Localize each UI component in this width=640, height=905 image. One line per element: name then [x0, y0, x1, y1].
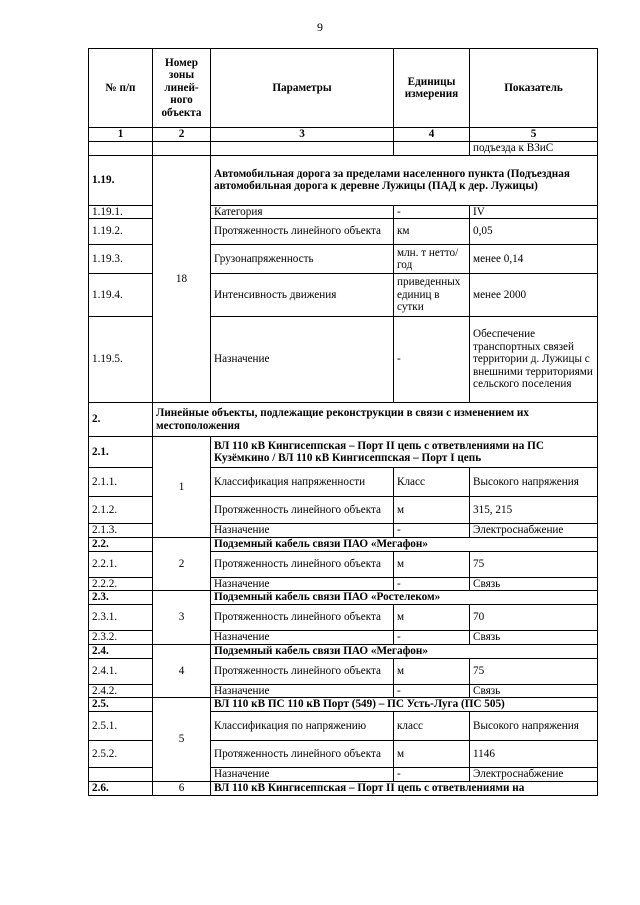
row-unit: класс	[394, 712, 470, 741]
section-number: 2.5.	[89, 698, 153, 712]
row-value: менее 2000	[470, 274, 598, 317]
zone-number: 2	[153, 537, 211, 591]
row-unit: км	[394, 219, 470, 245]
section-title: Подземный кабель связи ПАО «Мегафон»	[211, 644, 598, 658]
row-param: Протяженность линейного объекта	[211, 551, 394, 577]
zone-number: 5	[153, 698, 211, 782]
row-unit: -	[394, 631, 470, 645]
row-number: 2.5.2.	[89, 741, 153, 768]
row-value: Связь	[470, 684, 598, 698]
row-param: Категория	[211, 205, 394, 219]
carry-over-text: подъезда к ВЗиС	[470, 142, 598, 156]
row-unit: м	[394, 605, 470, 631]
row-value: 75	[470, 551, 598, 577]
row-unit: м	[394, 658, 470, 684]
row-unit: м	[394, 497, 470, 524]
row-unit: млн. т нетто/год	[394, 245, 470, 274]
section-row	[89, 591, 598, 605]
row-number: 2.4.2.	[89, 684, 153, 698]
section-title: ВЛ 110 кВ Кингисеппская – Порт II цепь с ответвлениями на	[211, 781, 598, 795]
row-value: Электроснабжение	[470, 768, 598, 782]
row-number: 1.19.3.	[89, 245, 153, 274]
row-param: Классификация по напряжению	[211, 712, 394, 741]
row-unit: приведенных единиц в сутки	[394, 274, 470, 317]
row-number: 1.19.1.	[89, 205, 153, 219]
section-row	[89, 403, 598, 437]
section-row	[89, 781, 598, 795]
row-value: 1146	[470, 741, 598, 768]
section-row	[89, 437, 598, 468]
row-param: Протяженность линейного объекта	[211, 219, 394, 245]
section-row	[89, 644, 598, 658]
header-zone: Номер зоны линей-ного объекта	[153, 49, 211, 128]
col-number: 2	[153, 128, 211, 142]
row-number: 1.19.2.	[89, 219, 153, 245]
header-units: Единицы измерения	[394, 49, 470, 128]
row-param: Протяженность линейного объекта	[211, 497, 394, 524]
row-unit: м	[394, 741, 470, 768]
row-param: Назначение	[211, 684, 394, 698]
row-number: 2.4.1.	[89, 658, 153, 684]
row-value: 75	[470, 658, 598, 684]
col-number: 5	[470, 128, 598, 142]
col-number: 4	[394, 128, 470, 142]
section-title: Автомобильная дорога за пределами населенного пункта (Подъездная автомобильная дорога к деревне Лужицы (ПАД к дер. Лужицы)	[211, 155, 598, 205]
row-value: 0,05	[470, 219, 598, 245]
section-title: ВЛ 110 кВ ПС 110 кВ Порт (549) – ПС Усть-Луга (ПС 505)	[211, 698, 598, 712]
row-number: 2.1.3.	[89, 524, 153, 538]
row-unit: -	[394, 317, 470, 403]
row-unit: -	[394, 768, 470, 782]
row-unit: м	[394, 551, 470, 577]
row-param: Назначение	[211, 768, 394, 782]
row-value: Высокого напряжения	[470, 712, 598, 741]
section-row	[89, 537, 598, 551]
row-param: Назначение	[211, 317, 394, 403]
section-row	[89, 698, 598, 712]
row-number: 2.5.1.	[89, 712, 153, 741]
col-number: 3	[211, 128, 394, 142]
section-title: ВЛ 110 кВ Кингисеппская – Порт II цепь с ответвлениями на ПС Кузёмкино / ВЛ 110 кВ Кингисеппская – Порт I цепь	[211, 437, 598, 468]
row-param: Протяженность линейного объекта	[211, 658, 394, 684]
row-param: Протяженность линейного объекта	[211, 741, 394, 768]
header-value: Показатель	[470, 49, 598, 128]
row-value: Связь	[470, 631, 598, 645]
row-number: 2.2.2.	[89, 577, 153, 591]
row-number: 2.1.1.	[89, 468, 153, 497]
row-value: менее 0,14	[470, 245, 598, 274]
zone-number: 18	[153, 155, 211, 403]
row-number: 2.3.1.	[89, 605, 153, 631]
row-value: 315, 215	[470, 497, 598, 524]
page-number: 9	[317, 20, 323, 34]
row-param: Назначение	[211, 577, 394, 591]
row-value: IV	[470, 205, 598, 219]
parameters-table	[88, 48, 598, 796]
row-value: 70	[470, 605, 598, 631]
row-param: Грузонапряженность	[211, 245, 394, 274]
row-param: Интенсивность движения	[211, 274, 394, 317]
zone-number: 6	[153, 781, 211, 795]
section-number: 2.6.	[89, 781, 153, 795]
section-row	[89, 155, 598, 205]
row-number: 2.1.2.	[89, 497, 153, 524]
row-value: Связь	[470, 577, 598, 591]
row-number: 1.19.5.	[89, 317, 153, 403]
zone-number: 4	[153, 644, 211, 698]
section-title: Подземный кабель связи ПАО «Мегафон»	[211, 537, 598, 551]
row-unit: -	[394, 205, 470, 219]
row-param: Протяженность линейного объекта	[211, 605, 394, 631]
section-number: 2.2.	[89, 537, 153, 551]
zone-number: 3	[153, 591, 211, 645]
header-row	[89, 49, 598, 128]
row-unit: -	[394, 577, 470, 591]
row-number	[89, 768, 153, 782]
row-unit: -	[394, 524, 470, 538]
section-number: 2.	[89, 403, 153, 437]
row-value: Электроснабжение	[470, 524, 598, 538]
section-number: 2.3.	[89, 591, 153, 605]
row-param: Назначение	[211, 631, 394, 645]
row-value: Высокого напряжения	[470, 468, 598, 497]
section-number: 2.4.	[89, 644, 153, 658]
row-number: 2.2.1.	[89, 551, 153, 577]
row-unit: -	[394, 684, 470, 698]
row-param: Классификация напряженности	[211, 468, 394, 497]
section-title: Линейные объекты, подлежащие реконструкции в связи с изменением их местоположения	[153, 403, 598, 437]
section-number: 2.1.	[89, 437, 153, 468]
col-number: 1	[89, 128, 153, 142]
zone-number: 1	[153, 437, 211, 538]
section-title: Подземный кабель связи ПАО «Ростелеком»	[211, 591, 598, 605]
row-number: 1.19.4.	[89, 274, 153, 317]
table-row	[89, 142, 598, 156]
row-value: Обеспечение транспортных связей территории д. Лужицы с внешними территориями сельского поселения	[470, 317, 598, 403]
row-unit: Класс	[394, 468, 470, 497]
row-number: 2.3.2.	[89, 631, 153, 645]
header-params: Параметры	[211, 49, 394, 128]
header-num: № п/п	[89, 49, 153, 128]
row-param: Назначение	[211, 524, 394, 538]
column-numbers-row	[89, 128, 598, 142]
section-number: 1.19.	[89, 155, 153, 205]
